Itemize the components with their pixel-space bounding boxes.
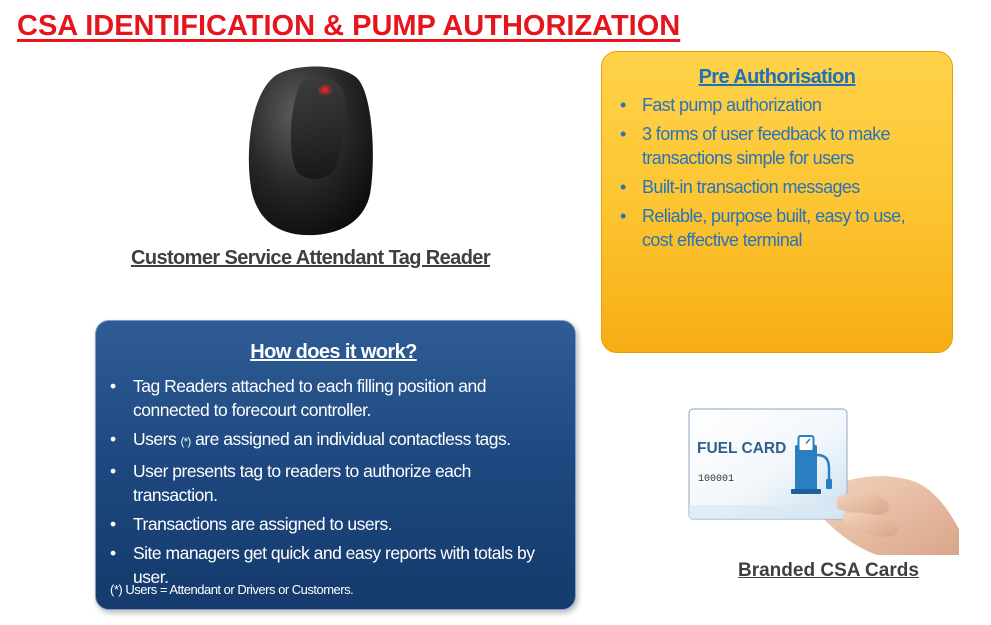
list-item: • User presents tag to readers to authorize each transaction. bbox=[108, 459, 559, 507]
footnote: (*) Users = Attendant or Drivers or Customers. bbox=[110, 582, 354, 597]
branded-cards-caption: Branded CSA Cards bbox=[738, 560, 919, 581]
fuel-card-label: FUEL CARD bbox=[697, 440, 787, 457]
users-word: Users bbox=[133, 429, 177, 449]
how-it-works-title: How does it work? bbox=[250, 341, 417, 363]
list-item: • Reliable, purpose built, easy to use, cost effective terminal bbox=[620, 204, 934, 252]
list-item: • 3 forms of user feedback to make transactions simple for users bbox=[620, 122, 934, 170]
fuel-card-number: 100001 bbox=[698, 474, 735, 485]
list-item bbox=[108, 427, 559, 454]
page-title: CSA IDENTIFICATION & PUMP AUTHORIZATION bbox=[17, 10, 681, 42]
list-item: • Site managers get quick and easy reports with totals by user. bbox=[108, 541, 559, 589]
list-item: • Built-in transaction messages bbox=[620, 175, 934, 199]
pre-authorisation-panel bbox=[601, 51, 953, 353]
tag-reader-image bbox=[233, 60, 383, 240]
footnote-marker: (*) bbox=[180, 436, 191, 448]
pre-authorisation-list bbox=[620, 93, 934, 252]
how-it-works-list bbox=[108, 374, 559, 589]
list-item: • Tag Readers attached to each filling position and connected to forecourt controller. bbox=[108, 374, 559, 422]
fuel-card-image bbox=[687, 405, 959, 555]
list-item: • Fast pump authorization bbox=[620, 93, 934, 117]
pre-authorisation-title: Pre Authorisation bbox=[698, 66, 856, 88]
users-assigned-text: are assigned an individual contactless tags. bbox=[195, 429, 511, 449]
how-it-works-panel bbox=[95, 320, 576, 610]
list-item: • Transactions are assigned to users. bbox=[108, 512, 559, 536]
tag-reader-caption: Customer Service Attendant Tag Reader bbox=[131, 247, 491, 269]
